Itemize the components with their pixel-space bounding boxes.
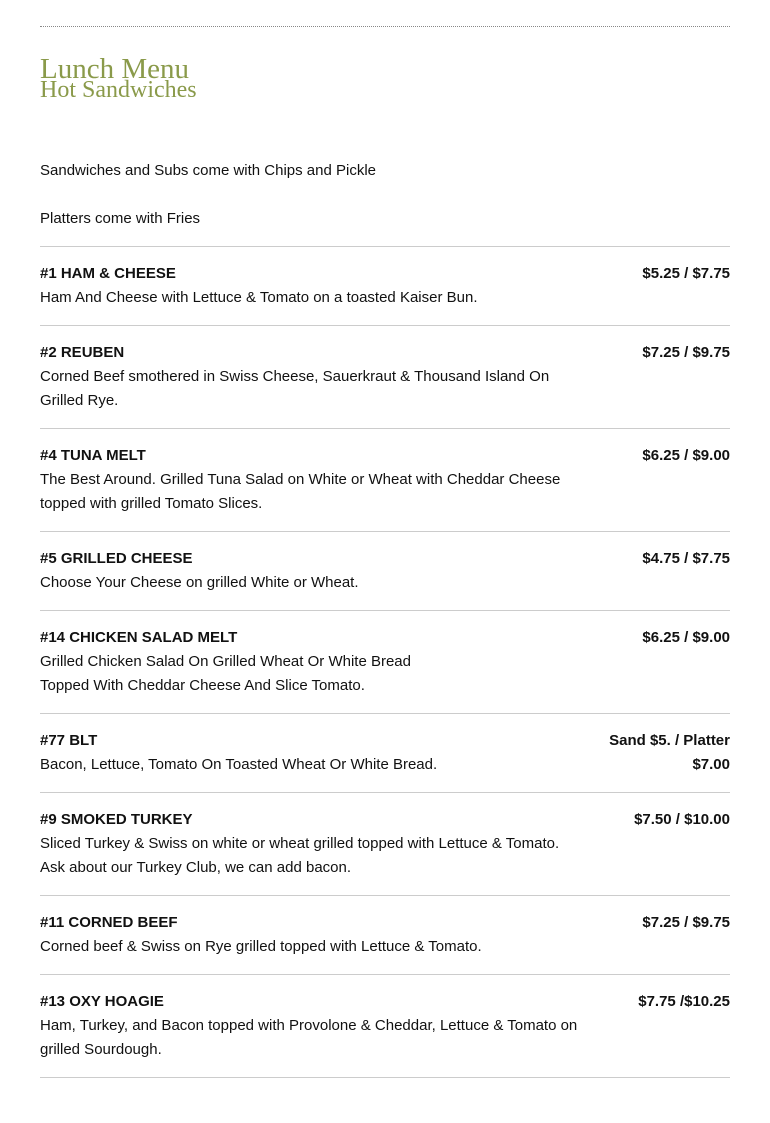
menu-item-price: $6.25 / $9.00 <box>642 447 730 464</box>
menu-item <box>40 326 730 429</box>
menu-item <box>40 896 730 975</box>
menu-item-description-line: Topped With Cheddar Cheese And Slice Tomato. <box>40 677 365 694</box>
menu-item-price: $7.25 / $9.75 <box>642 344 730 361</box>
menu-item-description <box>40 935 585 959</box>
menu-item-description-line: Grilled Chicken Salad On Grilled Wheat Or White Bread <box>40 653 411 670</box>
intro-line-sides: Sandwiches and Subs come with Chips and Pickle <box>40 162 377 179</box>
menu-subtitle: Hot Sandwiches <box>40 77 197 103</box>
menu-item-description-line: Ham, Turkey, and Bacon topped with Provolone & Cheddar, Lettuce & Tomato on grilled Sourdough. <box>40 1017 578 1058</box>
intro-line-platters: Platters come with Fries <box>40 210 201 227</box>
menu-item-description-line: The Best Around. Grilled Tuna Salad on White or Wheat with Cheddar Cheese topped with grilled Tomato Slices. <box>40 471 561 512</box>
menu-item <box>40 429 730 532</box>
menu-item-description <box>40 753 585 777</box>
menu-item <box>40 532 730 611</box>
menu-item-description <box>40 1014 585 1062</box>
menu-item-name: #2 REUBEN <box>40 344 125 361</box>
menu-item-description-line: Ham And Cheese with Lettuce & Tomato on a toasted Kaiser Bun. <box>40 289 478 306</box>
menu-item-price: $4.75 / $7.75 <box>642 550 730 567</box>
menu-item <box>40 247 730 326</box>
menu-item-name: #14 CHICKEN SALAD MELT <box>40 629 238 646</box>
menu-item <box>40 975 730 1078</box>
top-divider <box>40 26 730 27</box>
menu-intro <box>40 159 730 231</box>
menu-item-price: $6.25 / $9.00 <box>642 629 730 646</box>
menu-item-name: #5 GRILLED CHEESE <box>40 550 193 567</box>
menu-item-description <box>40 832 585 880</box>
menu-page <box>40 0 730 1078</box>
menu-item-list <box>40 246 730 1078</box>
menu-item-description-line: Choose Your Cheese on grilled White or Wheat. <box>40 574 359 591</box>
menu-title: Lunch Menu <box>40 53 189 85</box>
menu-item-name: #13 OXY HOAGIE <box>40 993 164 1010</box>
menu-item-name: #11 CORNED BEEF <box>40 914 178 931</box>
menu-item-description <box>40 468 585 516</box>
menu-item-description-line: Sliced Turkey & Swiss on white or wheat grilled topped with Lettuce & Tomato. <box>40 835 560 852</box>
menu-item-description <box>40 286 585 310</box>
menu-item-name: #4 TUNA MELT <box>40 447 146 464</box>
menu-item-price: $7.75 /$10.25 <box>638 993 730 1010</box>
menu-item <box>40 611 730 714</box>
menu-item-price: $7.25 / $9.75 <box>642 914 730 931</box>
menu-item-price: Sand $5. / Platter $7.00 <box>609 732 730 773</box>
menu-item-description <box>40 571 585 595</box>
menu-item-name: #77 BLT <box>40 732 98 749</box>
menu-item-description-line: Corned Beef smothered in Swiss Cheese, Sauerkraut & Thousand Island On Grilled Rye. <box>40 368 550 409</box>
menu-item-name: #1 HAM & CHEESE <box>40 265 176 282</box>
menu-item-description <box>40 650 585 698</box>
menu-item-price: $5.25 / $7.75 <box>642 265 730 282</box>
menu-item-description-line: Corned beef & Swiss on Rye grilled topped with Lettuce & Tomato. <box>40 938 482 955</box>
menu-item-description <box>40 365 585 413</box>
menu-item <box>40 793 730 896</box>
menu-item-name: #9 SMOKED TURKEY <box>40 811 193 828</box>
menu-item-price: $7.50 / $10.00 <box>634 811 730 828</box>
menu-item-description-line: Bacon, Lettuce, Tomato On Toasted Wheat Or White Bread. <box>40 756 438 773</box>
menu-item <box>40 714 730 793</box>
menu-item-description-line: Ask about our Turkey Club, we can add bacon. <box>40 859 352 876</box>
